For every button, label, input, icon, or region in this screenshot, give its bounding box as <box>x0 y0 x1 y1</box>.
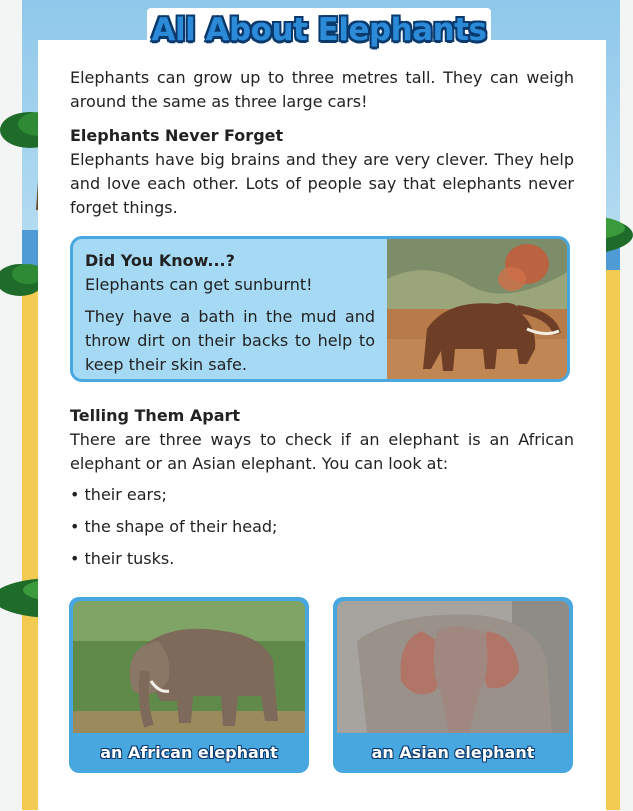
difference-list <box>70 483 470 579</box>
african-elephant-card <box>69 597 309 773</box>
did-you-know-box <box>70 236 570 382</box>
list-item: • the shape of their head; <box>70 517 278 536</box>
section-heading-never-forget: Elephants Never Forget <box>70 126 284 145</box>
section-heading-telling-apart: Telling Them Apart <box>70 406 241 425</box>
asian-elephant-caption: an Asian elephant <box>371 743 535 762</box>
elephant-dust-bath-photo <box>387 239 570 382</box>
section-body-telling-apart: There are three ways to check if an elephant is an African elephant or an Asian elephant. You can look at: <box>70 430 574 473</box>
asian-elephant-photo <box>337 601 569 733</box>
intro-text: Elephants can grow up to three metres tall. They can weigh around the same as three large cars! <box>70 68 574 111</box>
list-item: • their tusks. <box>70 549 175 568</box>
did-you-know-fact: Elephants can get sunburnt! <box>85 275 313 294</box>
did-you-know-body: They have a bath in the mud and throw dirt on their backs to help to keep their skin safe. <box>85 307 375 374</box>
list-item: • their ears; <box>70 485 167 504</box>
african-elephant-caption: an African elephant <box>100 743 278 762</box>
african-elephant-photo <box>73 601 305 733</box>
did-you-know-heading: Did You Know...? <box>85 251 235 270</box>
page-title: All About Elephants <box>151 12 487 48</box>
asian-elephant-card <box>333 597 573 773</box>
section-body-never-forget: Elephants have big brains and they are very clever. They help and love each other. Lots of people say that elephants never forget things. <box>70 150 574 217</box>
